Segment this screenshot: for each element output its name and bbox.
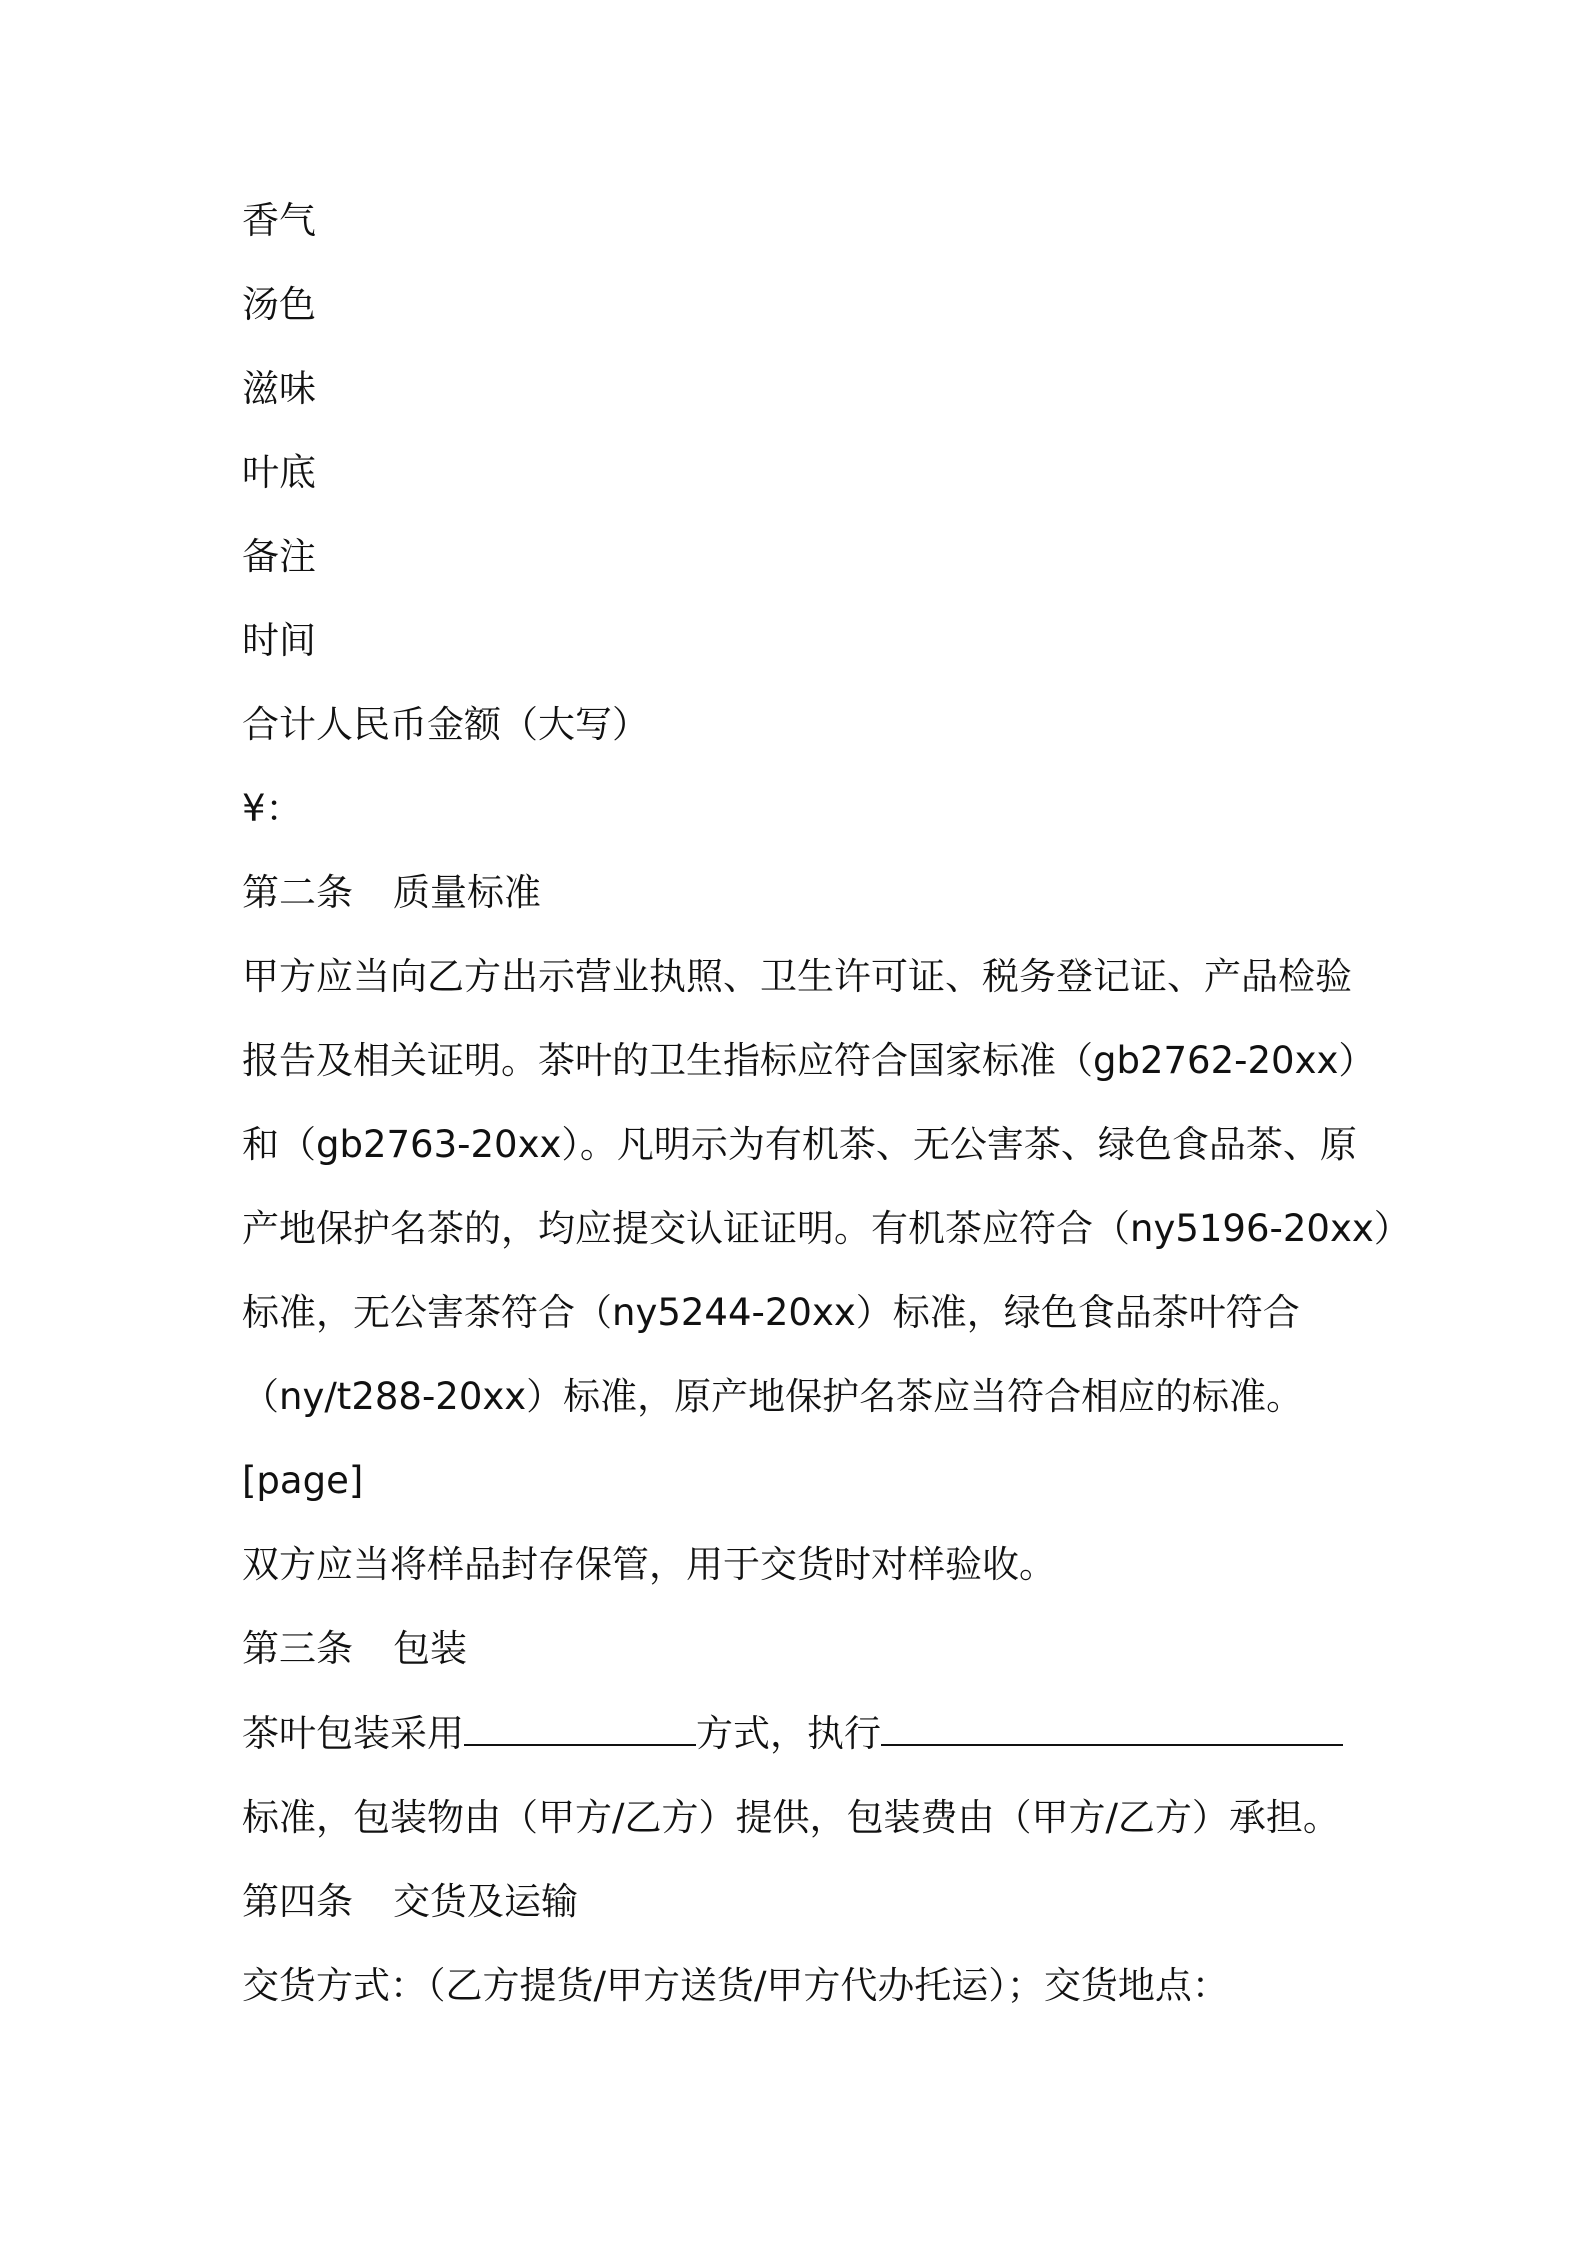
- article-2-line: （ny/t288-20xx）标准，原产地保护名茶应当符合相应的标准。: [242, 1375, 1304, 1418]
- article-3-title: 包装: [393, 1627, 467, 1670]
- item-taste: 滋味: [242, 367, 316, 410]
- article-3-line-1: [242, 1708, 1362, 1759]
- article-4-number: 第四条: [242, 1880, 353, 1923]
- item-yen: ¥：: [242, 787, 303, 830]
- page-marker: [page]: [242, 1459, 364, 1502]
- item-aroma: 香气: [242, 199, 316, 242]
- item-leaf-base: 叶底: [242, 451, 316, 494]
- article-2-line: 标准，无公害茶符合（ny5244-20xx）标准，绿色食品茶叶符合: [242, 1291, 1300, 1334]
- article-2-body: [242, 952, 1411, 1422]
- article-4-title: 交货及运输: [393, 1880, 578, 1923]
- item-time: 时间: [242, 619, 316, 662]
- article-2-heading: [242, 868, 1362, 918]
- packaging-text-a: 茶叶包装采用: [242, 1712, 464, 1755]
- article-3-line-2: 标准，包装物由（甲方/乙方）提供，包装费由（甲方/乙方）承担。: [242, 1796, 1340, 1839]
- item-liquor-color: 汤色: [242, 283, 316, 326]
- packaging-method-blank[interactable]: [464, 1708, 696, 1746]
- item-remarks: 备注: [242, 535, 316, 578]
- document-page: [242, 196, 1411, 2045]
- article-2-line: 甲方应当向乙方出示营业执照、卫生许可证、税务登记证、产品检验: [242, 955, 1352, 998]
- item-total-amount: 合计人民币金额（大写）: [242, 703, 649, 746]
- article-2-number: 第二条: [242, 871, 353, 914]
- article-2-line: 产地保护名茶的，均应提交认证证明。有机茶应符合（ny5196-20xx）: [242, 1207, 1411, 1250]
- sample-text: 双方应当将样品封存保管，用于交货时对样验收。: [242, 1543, 1056, 1586]
- article-4-heading: [242, 1877, 1362, 1927]
- article-2-title: 质量标准: [393, 871, 541, 914]
- article-4-line-1: 交货方式：（乙方提货/甲方送货/甲方代办托运）；交货地点：: [242, 1964, 1229, 2007]
- packaging-text-b: 方式，执行: [696, 1712, 881, 1755]
- article-3-heading: [242, 1624, 1362, 1674]
- article-3-number: 第三条: [242, 1627, 353, 1670]
- article-2-line: 报告及相关证明。茶叶的卫生指标应符合国家标准（gb2762-20xx）: [242, 1039, 1376, 1082]
- article-2-line: 和（gb2763-20xx）。凡明示为有机茶、无公害茶、绿色食品茶、原: [242, 1123, 1357, 1166]
- packaging-standard-blank[interactable]: [881, 1708, 1343, 1746]
